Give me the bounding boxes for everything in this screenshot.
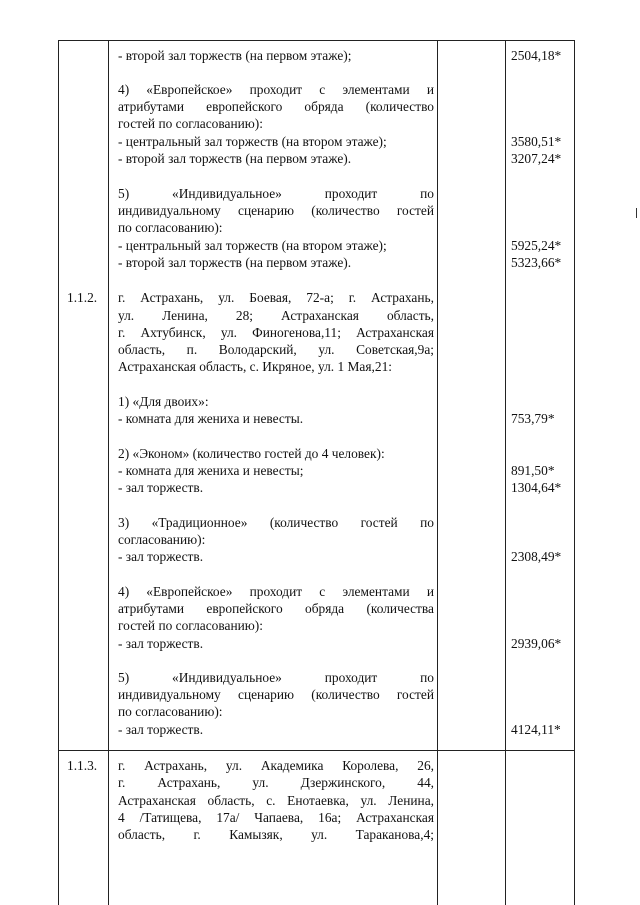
price-value: 3580,51* [511, 134, 562, 149]
description-line: 4) «Европейское» проходит с элементами и [118, 584, 434, 599]
description-line: - зал торжеств. [118, 480, 204, 495]
row-divider [58, 750, 575, 751]
description-line: - второй зал торжеств (на первом этаже). [118, 151, 352, 166]
description-line: по согласованию): [118, 220, 223, 235]
description-line: ул. Ленина, 28; Астраханская область, [118, 308, 434, 323]
description-line: - второй зал торжеств (на первом этаже). [118, 255, 352, 270]
description-line: атрибутами европейского обряда (количество [118, 99, 434, 114]
column-divider-1 [108, 40, 109, 905]
margin-mark [636, 208, 637, 218]
table-border-right [574, 40, 575, 905]
description-line: - комната для жениха и невесты. [118, 411, 304, 426]
column-divider-2 [437, 40, 438, 905]
description-line: - центральный зал торжеств (на втором этаже); [118, 134, 387, 149]
description-line: 4) «Европейское» проходит с элементами и [118, 82, 434, 97]
price-value: 4124,11* [511, 722, 561, 737]
price-value: 753,79* [511, 411, 555, 426]
description-line: - центральный зал торжеств (на втором этаже); [118, 238, 387, 253]
price-value: 891,50* [511, 463, 555, 478]
description-line: согласованию): [118, 532, 206, 547]
price-value: 1304,64* [511, 480, 562, 495]
description-line: область, г. Камызяк, ул. Тараканова,4; [118, 827, 434, 842]
description-line: индивидуальному сценарию (количество гостей [118, 203, 434, 218]
price-value: 2939,06* [511, 636, 562, 651]
description-line: г. Ахтубинск, ул. Финогенова,11; Астраханская [118, 325, 434, 340]
item-number: 1.1.3. [67, 758, 98, 773]
price-value: 2308,49* [511, 549, 562, 564]
description-line: 1) «Для двоих»: [118, 394, 209, 409]
item-number: 1.1.2. [67, 290, 98, 305]
description-line: - зал торжеств. [118, 549, 204, 564]
description-line: г. Астрахань, ул. Боевая, 72-а; г. Астрахань, [118, 290, 434, 305]
description-line: 4 /Татищева, 17а/ Чапаева, 16а; Астраханская [118, 810, 434, 825]
price-value: 5323,66* [511, 255, 562, 270]
description-line: 2) «Эконом» (количество гостей до 4 человек): [118, 446, 385, 461]
description-line: по согласованию): [118, 704, 223, 719]
description-line: - зал торжеств. [118, 636, 204, 651]
description-line: 3) «Традиционное» (количество гостей по [118, 515, 434, 530]
price-value: 3207,24* [511, 151, 562, 166]
description-line: индивидуальному сценарию (количество гостей [118, 687, 434, 702]
table-border-top [58, 40, 575, 41]
description-line: - зал торжеств. [118, 722, 204, 737]
description-line: - второй зал торжеств (на первом этаже); [118, 48, 352, 63]
description-line: атрибутами европейского обряда (количества [118, 601, 434, 616]
description-line: - комната для жениха и невесты; [118, 463, 304, 478]
description-line: 5) «Индивидуальное» проходит по [118, 186, 434, 201]
description-line: Астраханская область, с. Икряное, ул. 1 Мая,21: [118, 359, 392, 374]
description-line: Астраханская область, с. Енотаевка, ул. Ленина, [118, 793, 434, 808]
price-value: 2504,18* [511, 48, 562, 63]
table-border-left [58, 40, 59, 905]
description-line: 5) «Индивидуальное» проходит по [118, 670, 434, 685]
description-line: гостей по согласованию): [118, 618, 263, 633]
description-line: г. Астрахань, ул. Дзержинского, 44, [118, 775, 434, 790]
description-line: г. Астрахань, ул. Академика Королева, 26, [118, 758, 434, 773]
description-line: гостей по согласованию): [118, 116, 263, 131]
description-line: область, п. Володарский, ул. Советская,9а; [118, 342, 434, 357]
column-divider-3 [505, 40, 506, 905]
price-value: 5925,24* [511, 238, 562, 253]
